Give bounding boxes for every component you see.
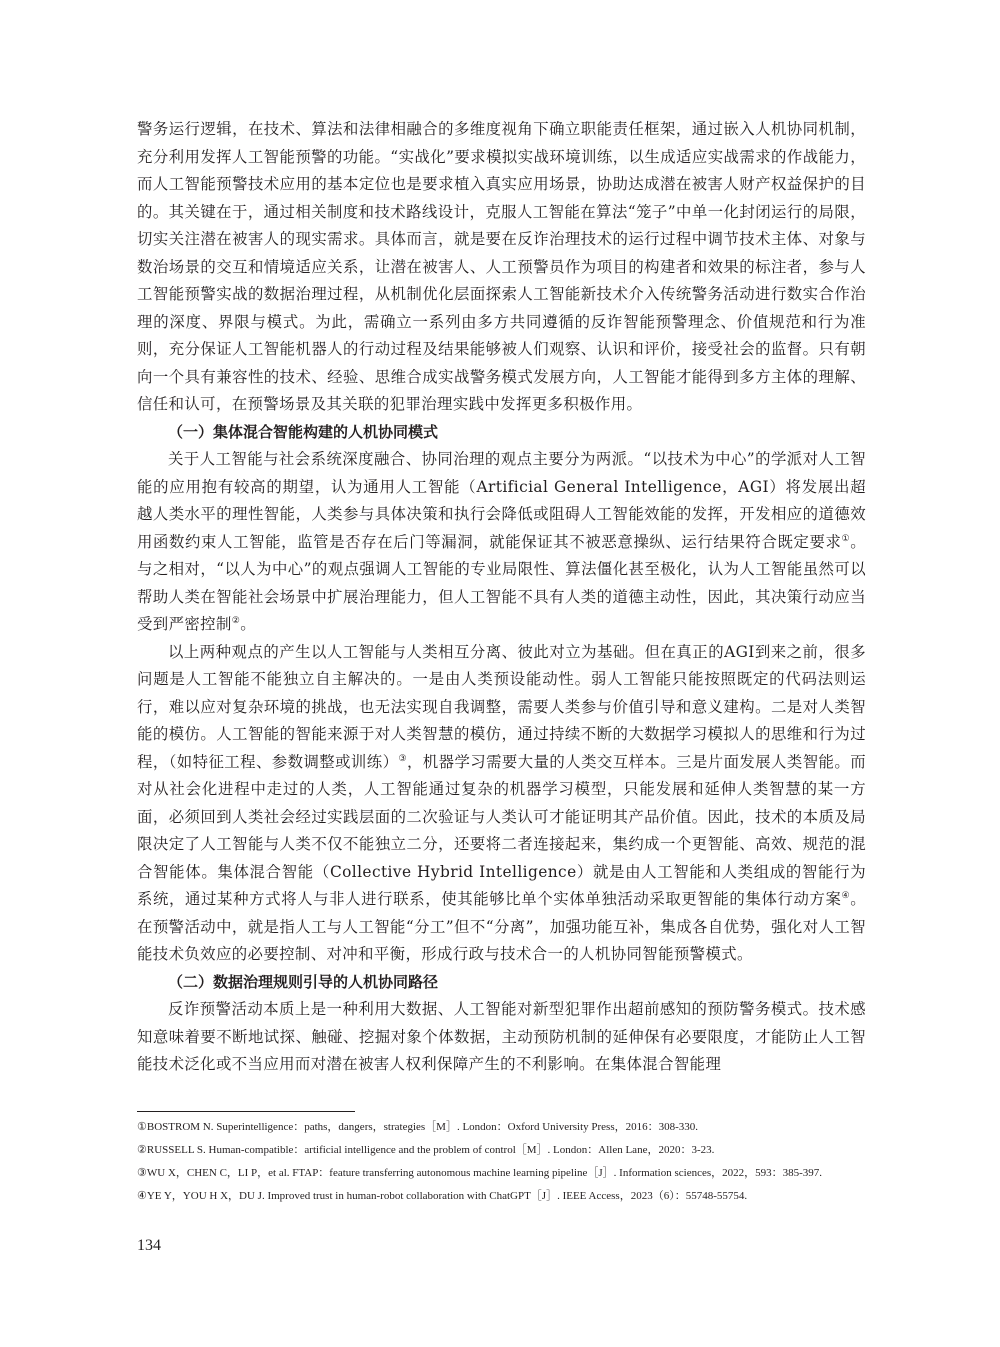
paragraph-text: 。 <box>240 615 257 633</box>
footnotes <box>137 1120 866 1212</box>
footnote-text: ④YE Y，YOU H X，DU J. Improved trust in human-robot collaboration with ChatGPT［J］. IEEE Access，2023（6）：55748-55754. <box>137 1190 748 1202</box>
footnote-divider <box>137 1111 355 1112</box>
paragraph-text: 。在预警活动中，就是指人工与人工智能“分工”但不“分离”，加强功能互补，集成各自优势，强化对人工智能技术负效应的必要控制、对冲和平衡，形成行政与技术合一的人机协同智能预警模式。 <box>137 890 867 963</box>
paragraph-data-governance: 反诈预警活动本质上是一种利用大数据、人工智能对新型犯罪作出超前感知的预防警务模式。技术感知意味着要不断地试探、触碰、挖掘对象个体数据，主动预防机制的延伸保有必要限度，才能防止人工智能技术泛化或不当应用而对潜在被害人权利保障产生的不利影响。在集体混合智能理 <box>137 1000 866 1073</box>
footnote-ref-1[interactable]: ① <box>841 533 851 544</box>
footnote-2 <box>137 1143 866 1158</box>
section-heading-2: （二）数据治理规则引导的人机协同路径 <box>168 972 439 991</box>
footnote-3 <box>137 1166 866 1181</box>
body-text <box>137 116 866 1079</box>
paragraph-text: 以上两种观点的产生以人工智能与人类相互分离、彼此对立为基础。但在真正的AGI到来之前，很多问题是人工智能不能独立自主解决的。一是由人类预设能动性。弱人工智能只能按照既定的代码法则运行，难以应对复杂环境的挑战，也无法实现自我调整，需要人类参与价值引导和意义建构。二是对人类智能的模仿。人工智能的智能来源于对人类智慧的模仿，通过持续不断的大数据学习模拟人的思维和行为过程，（如特征工程、参数调整或训练） <box>137 642 866 771</box>
footnote-ref-4[interactable]: ④ <box>841 890 851 901</box>
footnote-text: ①BOSTROM N. Superintelligence：paths，dangers，strategies［M］. London：Oxford University Press，2016：308-330. <box>137 1121 699 1133</box>
footnote-text: ②RUSSELL S. Human-compatible：artificial intelligence and the problem of control［M］. London：Allen Lane，2020：3-23. <box>137 1144 715 1156</box>
paragraph-text: ，机器学习需要大量的人类交互样本。三是片面发展人类智能。而对从社会化进程中走过的人类，人工智能通过复杂的机器学习模型，只能发展和延伸人类智慧的某一方面，必须回到人类社会经过实践层面的二次验证与人类认可才能证明其产品价值。因此，技术的本质及局限决定了人工智能与人类不仅不能独立二分，还要将二者连接起来，集约成一个更智能、高效、规范的混合智能体。集体混合智能（Collective Hybrid Intelligence）就是由人工智能和人类组成的智能行为系统，通过某种方式将人与非人进行联系，使其能够比单个实体单独活动采取更智能的集体行动方案 <box>137 752 867 908</box>
paragraph-continued: 警务运行逻辑，在技术、算法和法律相融合的多维度视角下确立职能责任框架，通过嵌入人机协同机制，充分利用发挥人工智能预警的功能。“实战化”要求模拟实战环境训练，以生成适应实战需求的作战能力，而人工智能预警技术应用的基本定位也是要求植入真实应用场景，协助达成潜在被害人财产权益保护的目的。其关键在于，通过相关制度和技术路线设计，克服人工智能在算法“笼子”中单一化封闭运行的局限，切实关注潜在被害人的现实需求。具体而言，就是要在反诈治理技术的运行过程中调节技术主体、对象与数治场景的交互和情境适应关系，让潜在被害人、人工预警员作为项目的构建者和效果的标注者，参与人工智能预警实战的数据治理过程，从机制优化层面探索人工智能新技术介入传统警务活动进行数实合作治理的深度、界限与模式。为此，需确立一系列由多方共同遵循的反诈智能预警理念、价值规范和行为准则，充分保证人工智能机器人的行动过程及结果能够被人们观察、认识和评价，接受社会的监督。只有朝向一个具有兼容性的技术、经验、思维合成实战警务模式发展方向，人工智能才能得到多方主体的理解、信任和认可，在预警场景及其关联的犯罪治理实践中发挥更多积极作用。 <box>137 120 866 413</box>
page-number: 134 <box>137 1237 161 1254</box>
paragraph-two-schools <box>137 446 866 639</box>
footnote-1 <box>137 1120 866 1135</box>
paragraph-hybrid-intelligence <box>137 639 866 969</box>
paragraph-text: 。与之相对，“以人为中心”的观点强调人工智能的专业局限性、算法僵化甚至极化，认为人工智能虽然可以帮助人类在智能社会场景中扩展治理能力，但人工智能不具有人类的道德主动性，因此，其决策行动应当受到严密控制 <box>137 532 867 633</box>
paragraph-text: 关于人工智能与社会系统深度融合、协同治理的观点主要分为两派。“以技术为中心”的学派对人工智能的应用抱有较高的期望，认为通用人工智能（Artificial General Intelligence，AGI）将发展出超越人类水平的理性智能，人类参与具体决策和执行会降低或阻碍人工智能效能的发挥，开发相应的道德效用函数约束人工智能，监管是否存在后门等漏洞，就能保证其不被恶意操纵、运行结果符合既定要求 <box>137 450 866 551</box>
footnote-ref-3[interactable]: ③ <box>398 753 407 764</box>
footnote-4 <box>137 1189 866 1204</box>
section-heading-1: （一）集体混合智能构建的人机协同模式 <box>168 422 439 441</box>
footnote-text: ③WU X，CHEN C，LI P，et al. FTAP：feature transferring autonomous machine learning pipeline［J］. Information sciences，2022，593：385-397. <box>137 1167 823 1179</box>
footnote-ref-2[interactable]: ② <box>231 615 241 626</box>
